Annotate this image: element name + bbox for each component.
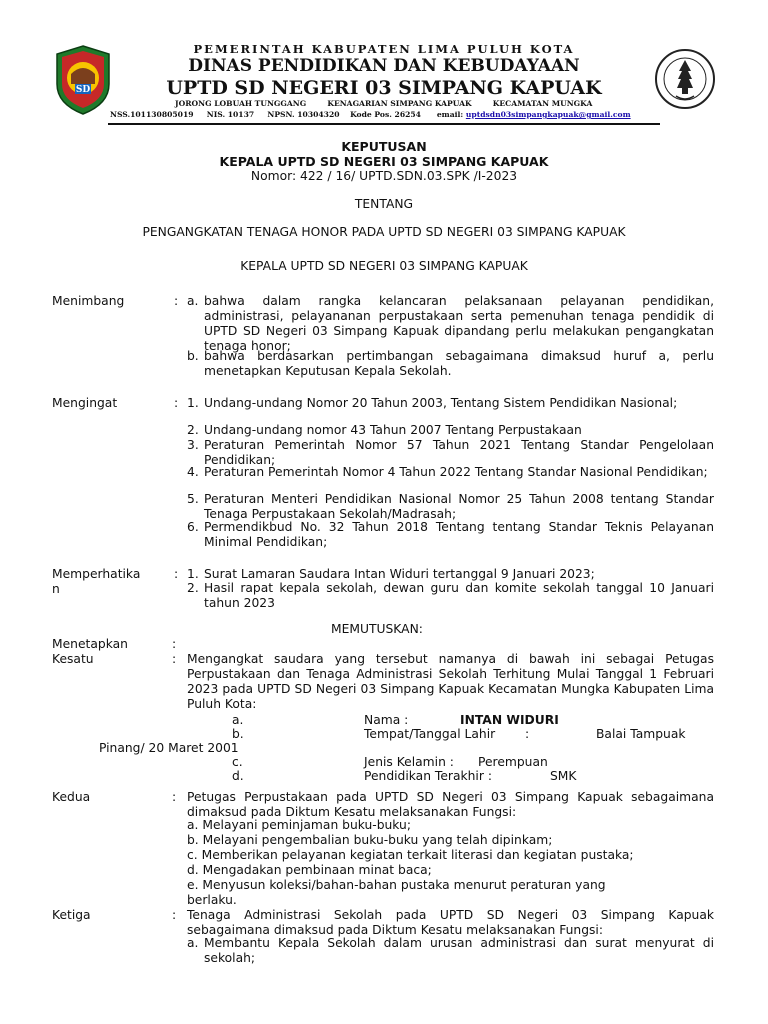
decree-title: KEPUTUSAN — [341, 139, 427, 154]
ttl-colon: : — [525, 727, 530, 741]
mengingat-5-marker: 5. — [187, 492, 199, 506]
ketiga-intro: Tenaga Administrasi Sekolah pada UPTD SD Negeri 03 Simpang Kapuak sebagaimana dimaksud pada Diktum Kesatu melaksanakan Fungsi: — [187, 908, 714, 937]
mengingat-label: Mengingat — [52, 396, 118, 410]
ketiga-colon: : — [172, 908, 177, 922]
menetapkan-label: Menetapkan — [52, 637, 128, 651]
kesatu-text: Mengangkat saudara yang tersebut namanya di bawah ini sebagai Petugas Perpustakaan dan Tenaga Administrasi Sekolah Terhitung Mulai Tanggal 1 Februari 2023 pada UPTD SD Negeri 03 Simpang Kapuak Kecamatan Mungka Kabupaten Lima Puluh Kota: — [187, 652, 714, 711]
memperhatikan-label: Memperhatika n — [52, 567, 141, 596]
menimbang-b-text: bahwa berdasarkan pertimbangan sebagaimana dimaksud huruf a, perlu menetapkan Keputusan Kepala Sekolah. — [204, 349, 714, 378]
pend-value: SMK — [550, 769, 577, 783]
decree-subject: PENGANGKATAN TENAGA HONOR PADA UPTD SD NEGERI 03 SIMPANG KAPUAK — [142, 225, 626, 239]
memperhatikan-1-marker: 1. — [187, 567, 199, 581]
decree-number: Nomor: 422 / 16/ UPTD.SDN.03.SPK /I-2023 — [250, 169, 518, 183]
kop-line-1: PEMERINTAH KABUPATEN LIMA PULUH KOTA — [193, 42, 575, 56]
ttl-marker: b. — [232, 727, 244, 741]
memutuskan-heading: MEMUTUSKAN: — [331, 622, 423, 636]
mengingat-4-text: Peraturan Pemerintah Nomor 4 Tahun 2022 Tentang Standar Nasional Pendidikan; — [204, 465, 708, 479]
kesatu-label: Kesatu — [52, 652, 94, 666]
kedua-item: a. Melayani peminjaman buku-buku; — [187, 818, 411, 832]
kop-line-2: DINAS PENDIDIKAN DAN KEBUDAYAAN — [188, 56, 580, 76]
kedua-colon: : — [172, 790, 177, 804]
jk-marker: c. — [232, 755, 243, 769]
nama-marker: a. — [232, 713, 244, 727]
kop-divider — [108, 123, 660, 125]
logo-left-text: SD — [75, 85, 91, 95]
email-link[interactable]: uptdsdn03simpangkapuak@gmail.com — [465, 110, 631, 119]
menimbang-a-marker: a. — [187, 294, 199, 308]
ketiga-label: Ketiga — [52, 908, 91, 922]
nama-value: INTAN WIDURI — [460, 713, 559, 727]
ttl-value-2: Pinang/ 20 Maret 2001 — [99, 741, 239, 755]
kedua-item: b. Melayani pengembalian buku-buku yang telah dipinkam; — [187, 833, 553, 847]
ketiga-a-text: Membantu Kepala Sekolah dalam urusan administrasi dan surat menyurat di sekolah; — [204, 936, 714, 965]
menimbang-label: Menimbang — [52, 294, 125, 308]
menetapkan-colon: : — [172, 637, 177, 651]
kesatu-colon: : — [172, 652, 177, 666]
ttl-label: Tempat/Tanggal Lahir — [364, 727, 496, 741]
nama-label: Nama : — [364, 713, 409, 727]
pend-marker: d. — [232, 769, 244, 783]
kedua-item: berlaku. — [187, 893, 237, 907]
kedua-item: e. Menyusun koleksi/bahan-bahan pustaka menurut peraturan yang — [187, 878, 606, 892]
mengingat-5-text: Peraturan Menteri Pendidikan Nasional Nomor 25 Tahun 2008 tentang Standar Tenaga Perpustakaan Sekolah/Madrasah; — [204, 492, 714, 521]
memperhatikan-colon: : — [174, 567, 179, 581]
mengingat-4-marker: 4. — [187, 465, 199, 479]
mengingat-3-text: Peraturan Pemerintah Nomor 57 Tahun 2021 Tentang Standar Pengelolaan Pendidikan; — [204, 438, 714, 467]
mengingat-1-marker: 1. — [187, 396, 199, 410]
memperhatikan-2-text: Hasil rapat kepala sekolah, dewan guru dan komite sekolah tanggal 10 Januari tahun 2023 — [204, 581, 714, 610]
kop-identifiers: NSS.101130805019 NIS. 10137 NPSN. 10304320 Kode Pos. 26254 email: uptdsdn03simpangkapuak@gmail.com — [110, 110, 631, 119]
menimbang-a-text: bahwa dalam rangka kelancaran pelaksanaan pelayanan pendidikan, administrasi, pelayananan perpustakaan serta pemenuhan tenaga pendidik di UPTD SD Negeri 03 Simpang Kapuak dipandang perlu melakukan pengangkatan tenaga honor; — [204, 294, 714, 353]
mengingat-3-marker: 3. — [187, 438, 199, 452]
memperhatikan-1-text: Surat Lamaran Saudara Intan Widuri tertanggal 9 Januari 2023; — [204, 567, 595, 581]
menimbang-b-marker: b. — [187, 349, 199, 363]
jk-label: Jenis Kelamin : — [364, 755, 454, 769]
kedua-label: Kedua — [52, 790, 91, 804]
memperhatikan-2-marker: 2. — [187, 581, 199, 595]
menimbang-colon: : — [174, 294, 179, 308]
ttl-value-1: Balai Tampuak — [596, 727, 686, 741]
kedua-item: c. Memberikan pelayanan kegiatan terkait literasi dan kegiatan pustaka; — [187, 848, 634, 862]
mengingat-2-text: Undang-undang nomor 43 Tahun 2007 Tentang Perpustakaan — [204, 423, 582, 437]
mengingat-6-text: Permendikbud No. 32 Tahun 2018 Tentang tentang Standar Teknis Pelayanan Minimal Pendidikan; — [204, 520, 714, 549]
mengingat-2-marker: 2. — [187, 423, 199, 437]
kedua-item: d. Mengadakan pembinaan minat baca; — [187, 863, 432, 877]
kepala-heading: KEPALA UPTD SD NEGERI 03 SIMPANG KAPUAK — [240, 259, 528, 273]
kedua-intro: Petugas Perpustakaan pada UPTD SD Negeri 03 Simpang Kapuak sebagaimana dimaksud pada Diktum Kesatu melaksanakan Fungsi: — [187, 790, 714, 819]
mengingat-1-text: Undang-undang Nomor 20 Tahun 2003, Tentang Sistem Pendidikan Nasional; — [204, 396, 678, 410]
ketiga-a-marker: a. — [187, 936, 199, 950]
kedua-list — [187, 818, 714, 908]
kop-line-3: UPTD SD NEGERI 03 SIMPANG KAPUAK — [166, 77, 602, 99]
decree-subtitle: KEPALA UPTD SD NEGERI 03 SIMPANG KAPUAK — [219, 154, 549, 169]
jk-value: Perempuan — [478, 755, 548, 769]
kop-address: JORONG LOBUAH TUNGGANG KENAGARIAN SIMPANG KAPUAK KECAMATAN MUNGKA — [175, 99, 593, 108]
mengingat-colon: : — [174, 396, 179, 410]
tentang-label: TENTANG — [354, 197, 414, 211]
pend-label: Pendidikan Terakhir : — [364, 769, 492, 783]
mengingat-6-marker: 6. — [187, 520, 199, 534]
